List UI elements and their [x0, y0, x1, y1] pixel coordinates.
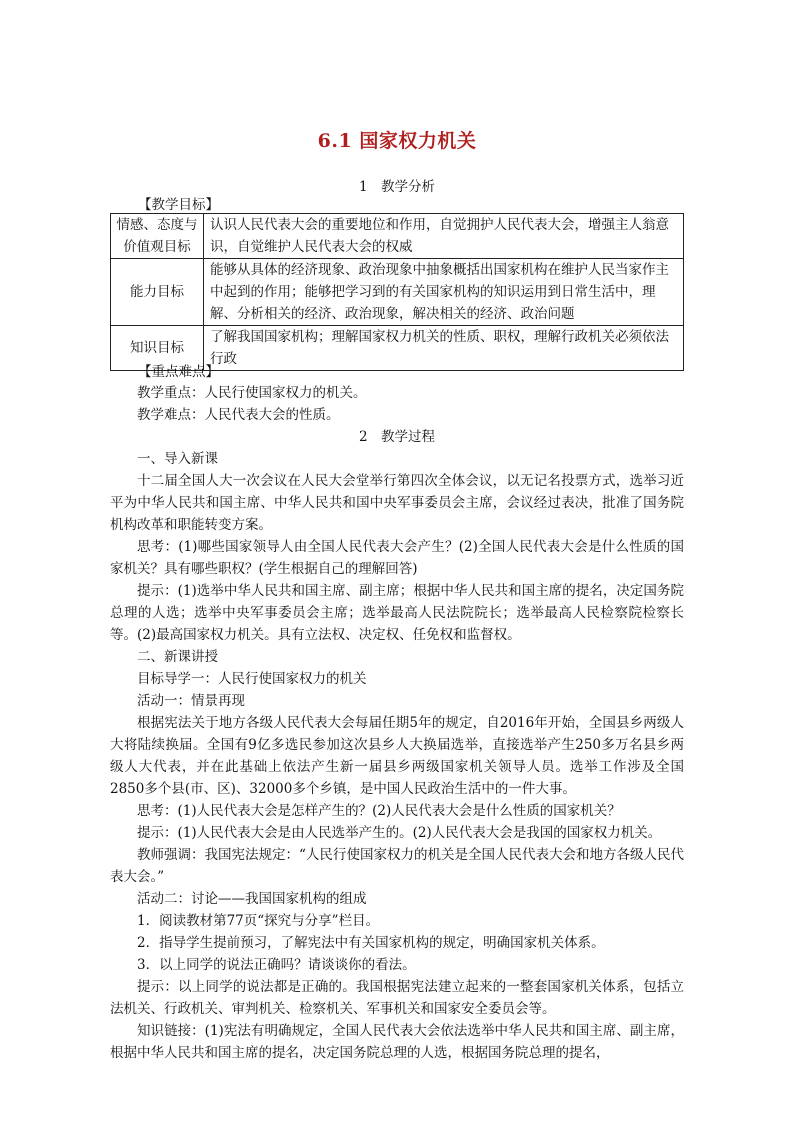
table-row [111, 259, 684, 326]
paragraph: 目标导学一：人民行使国家权力的机关 [137, 671, 367, 687]
paragraph: 思考：(1)哪些国家领导人由全国人民代表大会产生？(2)全国人民代表大会是什么性质的国家机关？具有哪些职权？(学生根据自己的理解回答) [110, 539, 684, 577]
paragraph: 提示：(1)人民代表大会是由人民选举产生的。(2)人民代表大会是我国的国家权力机关。 [137, 825, 662, 841]
section-heading-analysis: 1 教学分析 [358, 179, 436, 195]
paragraph: 教学难点：人民代表大会的性质。 [137, 407, 340, 423]
section-heading-process: 2 教学过程 [358, 429, 436, 445]
paragraph: 3．以上同学的说法正确吗？请谈谈你的看法。 [137, 957, 416, 973]
goal-label: 知识目标 [111, 326, 204, 371]
goal-label: 情感、态度与价值观目标 [111, 214, 204, 259]
table-row [111, 214, 684, 259]
page-title: 6.1 国家权力机关 [317, 130, 477, 152]
goals-heading: 【教学目标】 [138, 197, 219, 213]
paragraph: 一、导入新课 [137, 451, 218, 467]
goal-text: 能够从具体的经济现象、政治现象中抽象概括出国家机构在维护人民当家作主中起到的作用；能够把学习到的有关国家机构的知识运用到日常生活中，理解、分析相关的经济、政治现象，解决相关的经济、政治问题 [204, 259, 684, 326]
paragraph: 思考：(1)人民代表大会是怎样产生的？(2)人民代表大会是什么性质的国家机关？ [137, 803, 621, 819]
paragraph: 提示：(1)选举中华人民共和国主席、副主席；根据中华人民共和国主席的提名，决定国务院总理的人选；选举中央军事委员会主席；选举最高人民法院院长；选举最高人民检察院检察长等。(2)最高国家权力机关。具有立法权、决定权、任免权和监督权。 [110, 583, 684, 643]
paragraph: 教师强调：我国宪法规定：“人民行使国家权力的机关是全国人民代表大会和地方各级人民代表大会。” [110, 847, 684, 885]
paragraph: 活动一：情景再现 [137, 693, 245, 709]
goal-text: 认识人民代表大会的重要地位和作用，自觉拥护人民代表大会，增强主人翁意识，自觉维护人民代表大会的权威 [204, 214, 684, 259]
paragraph: 教学重点：人民行使国家权力的机关。 [137, 385, 367, 401]
paragraph: 提示：以上同学的说法都是正确的。我国根据宪法建立起来的一整套国家机关体系，包括立法机关、行政机关、审判机关、检察机关、军事机关和国家安全委员会等。 [110, 979, 684, 1017]
keypoints-heading: 【重点难点】 [138, 364, 219, 380]
paragraph: 知识链接：(1)宪法有明确规定，全国人民代表大会依法选举中华人民共和国主席、副主席，根据中华人民共和国主席的提名，决定国务院总理的人选，根据国务院总理的提名， [110, 1023, 684, 1061]
goal-label: 能力目标 [111, 259, 204, 326]
paragraph: 根据宪法关于地方各级人民代表大会每届任期5年的规定，自2016年开始，全国县乡两级人大将陆续换届。全国有9亿多选民参加这次县乡人大换届选举，直接选举产生250多万名县乡两级人大代表，并在此基础上依法产生新一届县乡两级国家机关领导人员。选举工作涉及全国2850多个县(市、区)、32000多个乡镇，是中国人民政治生活中的一件大事。 [110, 715, 684, 797]
paragraph: 二、新课讲授 [137, 649, 218, 665]
teaching-goals-table [110, 213, 684, 371]
paragraph: 2．指导学生提前预习，了解宪法中有关国家机构的规定，明确国家机关体系。 [137, 935, 605, 951]
goal-text: 了解我国国家机构；理解国家权力机关的性质、职权，理解行政机关必须依法行政 [204, 326, 684, 371]
paragraph: 1．阅读教材第77页“探究与分享”栏目。 [137, 913, 380, 929]
paragraph: 十二届全国人大一次会议在人民大会堂举行第四次全体会议，以无记名投票方式，选举习近平为中华人民共和国主席、中华人民共和国中央军事委员会主席，会议经过表决，批准了国务院机构改革和职能转变方案。 [110, 473, 684, 533]
paragraph: 活动二：讨论——我国国家机构的组成 [137, 891, 367, 907]
body-text [110, 382, 684, 1064]
